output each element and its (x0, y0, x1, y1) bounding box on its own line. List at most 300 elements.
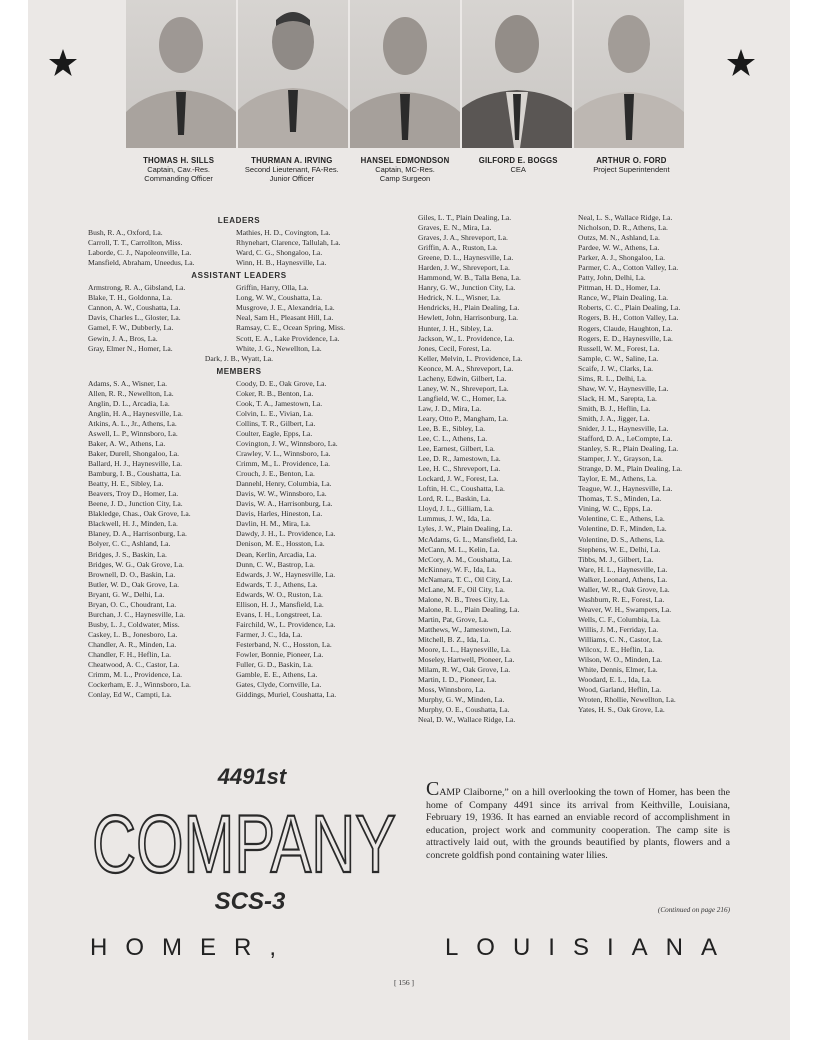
roster-entry: Hedrick, N. L., Wisner, La. (418, 293, 501, 303)
roster-entry: Shaw, W. V., Haynesville, La. (578, 383, 669, 393)
assistant-leaders-heading: ASSISTANT LEADERS (191, 271, 287, 281)
roster-entry: Parker, A. J., Shongaloo, La. (578, 253, 666, 263)
roster-entry: Neal, L. S., Wallace Ridge, La. (578, 213, 673, 222)
list-item (88, 590, 390, 600)
list-item (88, 409, 390, 419)
roster-entry: Davis, W. W., Winnsboro, La. (236, 489, 327, 499)
roster-entry: Graves, J. A., Shreveport, La. (418, 233, 508, 243)
roster-entry: Chandler, A. R., Minden, La. (88, 639, 177, 649)
list-item (88, 303, 390, 313)
roster-entry: Milam, R. W., Oak Grove, La. (418, 665, 511, 675)
roster-entry: Nicholson, D. R., Athens, La. (578, 223, 668, 233)
list-item (418, 374, 738, 384)
staff-portraits (126, 0, 684, 148)
roster-entry: Blakledge, Chas., Oak Grove, La. (88, 509, 191, 519)
list-item (88, 670, 390, 680)
list-item (88, 469, 390, 479)
roster-entry: Gewin, J. A., Bros, La. (88, 333, 158, 343)
roster-entry: Edwards, J. W., Haynesville, La. (236, 569, 336, 579)
roster-entry: Crimm, M. L., Providence, La. (88, 670, 183, 680)
list-item (418, 404, 738, 414)
roster-entry: Blackwell, H. J., Minden, La. (88, 519, 178, 529)
list-item (88, 419, 390, 429)
roster-entry: Ellison, H. J., Mansfield, La. (236, 599, 324, 609)
roster-entry: Farmer, J. C., Ida, La. (236, 629, 303, 639)
list-item (418, 484, 738, 494)
list-item (418, 615, 738, 625)
roster-entry: Chandler, F. H., Heflin, La. (88, 649, 172, 659)
logo-word: COMPANY (92, 799, 396, 890)
roster-entry: Laney, W. N., Shreveport, La. (418, 383, 509, 393)
roster-entry: Davis, Harles, Hineston, La. (236, 509, 323, 519)
list-item (418, 645, 738, 655)
list-item (88, 379, 390, 389)
roster-entry: Keller, Melvin, L. Providence, La. (418, 353, 523, 363)
roster-entry: White, J. G., Newellton, La. (236, 343, 322, 353)
roster-entry: Fuller, G. D., Baskin, La. (236, 660, 313, 670)
roster-entry: Giddings, Muriel, Coushatta, La. (236, 690, 337, 700)
roster-entry: Martin, I. D., Pioneer, La. (418, 675, 497, 685)
list-item (88, 449, 390, 459)
roster-entry: Willis, J. M., Ferriday, La. (578, 624, 659, 634)
roster-entry: Coker, R. B., Benton, La. (236, 388, 314, 398)
roster-entry: Laborde, C. J., Napoleonville, La. (88, 248, 192, 258)
list-item (418, 273, 738, 283)
roster-entry: Atkins, A. L., Jr., Athens, La. (88, 418, 177, 428)
portrait-photo (238, 0, 348, 148)
list-item (418, 514, 738, 524)
roster-entry: Murphy, O. E., Coushatta, La. (418, 705, 510, 715)
roster-entry: Neal, Sam H., Pleasant Hill, La. (236, 313, 334, 323)
list-item (418, 535, 738, 545)
roster-entry: Moseley, Hartwell, Pioneer, La. (418, 655, 515, 665)
members-list-right (418, 213, 738, 725)
roster-entry: Davis, Charles L., Gloster, La. (88, 313, 181, 323)
roster-entry: Lockard, J. W., Forest, La. (418, 474, 499, 484)
roster-entry: Keonce, M. A., Shreveport, La. (418, 363, 514, 373)
roster-entry: Anglin, D. L., Arcadia, La. (88, 398, 170, 408)
roster-entry: McCory, A. M., Coushatta, La. (418, 554, 512, 564)
roster-entry: Wroten, Rhollie, Newellton, La. (578, 695, 676, 705)
roster-entry: Musgrove, J. E., Alexandria, La. (236, 303, 335, 313)
list-item (88, 248, 390, 258)
roster-entry: Edwards, T. J., Athens, La. (236, 579, 318, 589)
list-item (88, 238, 390, 248)
list-item (418, 655, 738, 665)
list-item (88, 600, 390, 610)
roster-entry: Festerband, N. C., Hosston, La. (236, 639, 332, 649)
portrait-photo (462, 0, 572, 148)
list-item (418, 595, 738, 605)
list-item (418, 705, 738, 715)
roster-entry: Thomas, T. S., Minden, La. (578, 494, 662, 504)
roster-entry: Conlay, Ed W., Campti, La. (88, 690, 172, 700)
roster-entry: Crouch, J. E., Benton, La. (236, 469, 315, 479)
roster-entry: Roberts, C. C., Plain Dealing, La. (578, 303, 681, 313)
roster-right-column (418, 213, 738, 725)
roster-entry: Gates, Clyde, Cornville, La. (236, 680, 322, 690)
roster-entry: Leary, Otto P., Mangham, La. (418, 413, 508, 423)
logo-sub: SCS-3 (214, 888, 286, 915)
roster-entry: Gamel, F. W., Dubberly, La. (88, 323, 174, 333)
roster-entry: Russell, W. M., Forest, La. (578, 343, 660, 353)
list-item (418, 565, 738, 575)
list-item (88, 323, 390, 333)
roster-entry: Cannon, A. W., Coushatta, La. (88, 303, 181, 313)
roster-entry: Stafford, D. A., LeCompte, La. (578, 434, 673, 444)
roster-entry: Lee, Earnest, Gilbert, La. (418, 444, 495, 454)
list-item (88, 690, 390, 700)
portrait-photo (126, 0, 236, 148)
roster-entry: Bamburg, I. B., Coushatta, La. (88, 469, 182, 479)
roster-entry: Blake, T. H., Goldonna, La. (88, 293, 173, 303)
staff-caption: THOMAS H. SILLS Captain, Cav.-Res. Commanding Officer (143, 156, 215, 183)
roster-entry: Martin, Pat, Grove, La. (418, 614, 489, 624)
list-item (418, 474, 738, 484)
continued-note: (Continued on page 216) (657, 906, 730, 914)
roster-entry: Cook, T. A., Jamestown, La. (236, 398, 323, 408)
list-item (88, 560, 390, 570)
list-item (88, 283, 390, 293)
roster-entry: Mansfield, Abraham, Uneedus, La. (88, 258, 195, 268)
roster-entry: Mathies, H. D., Covington, La. (236, 228, 331, 238)
roster-entry: Allen, R. R., Newellton, La. (88, 388, 174, 398)
roster-entry: Beavers, Troy D., Homer, La. (88, 489, 179, 499)
roster-entry: Lyles, J. W., Plain Dealing, La. (418, 524, 513, 534)
roster-entry: Griffin, Harry, Olla, La. (236, 283, 309, 293)
story-smallcaps: AMP (439, 787, 461, 798)
roster-entry: Lacheny, Edwin, Gilbert, La. (418, 373, 507, 383)
roster-entry: Busby, L. J., Coldwater, Miss. (88, 619, 180, 629)
roster-entry: McNamara, T. C., Oil City, La. (418, 574, 513, 584)
roster-entry: Volentine, C. E., Athens, La. (578, 514, 665, 524)
list-item (88, 550, 390, 560)
roster-entry: Malone, N. B., Trees City, La. (418, 594, 510, 604)
roster-entry: Coulter, Eagle, Epps, La. (236, 428, 313, 438)
list-item (88, 389, 390, 399)
roster-left-column (88, 213, 390, 700)
roster-entry: McKinney, W. F., Ida, La. (418, 564, 497, 574)
staff-caption: THURMAN A. IRVING Second Lieutenant, FA-Res. Junior Officer (244, 156, 339, 183)
roster-entry: Fairchild, W., L. Providence, La. (236, 619, 336, 629)
roster-entry: Bridges, J. S., Baskin, La. (88, 549, 167, 559)
list-item (88, 509, 390, 519)
staff-caption: GILFORD E. BOGGS CEA (478, 156, 558, 174)
list-item (418, 213, 738, 223)
roster-entry: Lord, R. L., Baskin, La. (418, 494, 491, 504)
roster-entry: Murphy, G. W., Minden, La. (418, 695, 505, 705)
roster-entry: Rhynehart, Clarence, Tallulah, La. (236, 238, 341, 248)
roster-entry: Teague, W. J., Haynesville, La. (578, 484, 673, 494)
story-dropcap: C (426, 778, 440, 800)
list-item (88, 650, 390, 660)
staff-captions (122, 156, 688, 183)
list-item (88, 439, 390, 449)
roster-entry: Long, W. W., Coushatta, La. (236, 293, 323, 303)
roster-entry: Scott, E. A., Lake Providence, La. (236, 333, 340, 343)
roster-entry: Smith, J. A., Jigger, La. (578, 413, 650, 423)
list-item (418, 243, 738, 253)
leaders-list (88, 228, 390, 268)
roster-entry: Gamble, E. E., Athens, La. (236, 670, 318, 680)
list-item (88, 660, 390, 670)
list-item (88, 313, 390, 323)
roster-entry: Greene, D. L., Haynesville, La. (418, 253, 514, 263)
roster-entry: Anglin, H. A., Haynesville, La. (88, 408, 183, 418)
portrait-photo (350, 0, 460, 148)
list-item (418, 344, 738, 354)
roster-entry: Crawley, V. L., Winnsboro, La. (236, 449, 331, 459)
roster-entry: Harden, J. W., Shreveport, La. (418, 263, 510, 273)
roster-entry: Rogers, Claude, Haughton, La. (578, 323, 673, 333)
portrait-photo (574, 0, 684, 148)
list-item (88, 570, 390, 580)
roster-entry: Armstrong, R. A., Gibsland, La. (88, 283, 186, 293)
roster-entry: Lloyd, J. L., Gilliam, La. (418, 504, 494, 514)
roster-entry: Weaver, W. H., Swampers, La. (578, 604, 672, 614)
roster-entry: Ware, H. L., Haynesville, La. (578, 564, 668, 574)
roster-entry: Langfield, W. C., Homer, La. (418, 393, 507, 403)
roster-entry: Vining, W. C., Epps, La. (578, 504, 653, 514)
company-logo (84, 762, 404, 922)
list-item (88, 499, 390, 509)
roster-entry: Moore, L. L., Haynesville, La. (418, 645, 511, 655)
roster-entry: Hammond, W. B., Talla Bena, La. (418, 273, 521, 283)
list-item (418, 293, 738, 303)
roster-entry: Griffin, A. A., Ruston, La. (418, 243, 498, 253)
leaders-heading: LEADERS (217, 216, 261, 225)
star-icon-left (48, 48, 78, 78)
roster-entry: Jones, Cecil, Forest, La. (418, 343, 492, 353)
list-item (418, 384, 738, 394)
roster-entry: Tibbs, M. J., Gilbert, La. (578, 554, 654, 564)
roster-entry: Beatty, H. E., Sibley, La. (88, 479, 164, 489)
staff-caption: HANSEL EDMONDSON Captain, MC-Res. Camp Surgeon (360, 156, 450, 183)
list-item (418, 695, 738, 705)
roster-entry: Lee, H. C., Shreveport, La. (418, 464, 501, 474)
roster-entry: Edwards, W. O., Ruston, La. (236, 589, 323, 599)
roster-entry: Smith, B. J., Heflin, La. (578, 403, 651, 413)
roster-entry: Walker, Leonard, Athens, La. (578, 574, 668, 584)
roster-entry: Slack, H. M., Sarepta, La. (578, 393, 657, 403)
roster-entry: Denison, M. E., Hosston, La. (236, 539, 325, 549)
roster-entry: Ramsay, C. E., Ocean Spring, Miss. (236, 323, 345, 333)
list-item (418, 665, 738, 675)
roster-entry: Ward, C. G., Shongaloo, La. (236, 248, 323, 258)
list-item (418, 334, 738, 344)
roster-entry: Baker, A. W., Athens, La. (88, 438, 166, 448)
list-item (418, 555, 738, 565)
roster-entry: Collins, T. R., Gilbert, La. (236, 418, 316, 428)
roster-entry: Matthews, W., Jamestown, La. (418, 624, 512, 634)
list-item (88, 258, 390, 268)
roster-entry: Carroll, T. T., Carrollton, Miss. (88, 238, 183, 248)
roster-entry (578, 715, 738, 725)
list-item (88, 580, 390, 590)
roster-entry: Hunter, J. H., Sibley, La. (418, 323, 494, 333)
roster-entry: Wilcox, J. E., Heflin, La. (578, 645, 655, 655)
roster-entry: Sample, C. W., Saline, La. (578, 353, 659, 363)
list-item (418, 354, 738, 364)
roster-entry: Stanley, S. R., Plain Dealing, La. (578, 444, 679, 454)
roster-entry: McLane, M. F., Oil City, La. (418, 584, 505, 594)
list-item (88, 610, 390, 620)
roster-entry: Bush, R. A., Oxford, La. (88, 228, 163, 238)
roster-entry: Jackson, W., L. Providence, La. (418, 333, 515, 343)
roster-entry: Moss, Winnsboro, La. (418, 685, 486, 695)
roster-entry: Colvin, L. E., Vivian, La. (236, 408, 314, 418)
roster-entry: Crimm, M., L. Providence, La. (236, 459, 331, 469)
roster-entry: Bryan, O. C., Choudrant, La. (88, 599, 177, 609)
list-item (88, 228, 390, 238)
list-item (88, 399, 390, 409)
roster-entry: Stamper, J. Y., Grayson, La. (578, 454, 663, 464)
roster-entry: Stephens, W. E., Delhi, La. (578, 544, 661, 554)
roster-entry: Volentine, D. S., Athens, La. (578, 534, 665, 544)
roster-entry: Winn, H. B., Haynesville, La. (236, 258, 327, 268)
location-heading (90, 934, 735, 962)
roster-entry: Wilson, W. O., Minden, La. (578, 655, 663, 665)
list-item (88, 529, 390, 539)
list-item (418, 715, 738, 725)
list-item (418, 414, 738, 424)
logo-number: 4491st (217, 764, 287, 789)
list-item (418, 575, 738, 585)
list-item (418, 685, 738, 695)
list-item (88, 640, 390, 650)
roster-entry: Woodard, E. L., Ida, La. (578, 675, 652, 685)
roster-entry: Neal, D. W., Wallace Ridge, La. (418, 715, 516, 725)
list-item (88, 344, 390, 354)
roster-entry: Gray, Elmer N., Homer, La. (88, 343, 173, 353)
staff-caption: ARTHUR O. FORD Project Superintendent (593, 156, 670, 174)
list-item (418, 545, 738, 555)
location-state: LOUISIANA (444, 934, 735, 961)
roster-entry: Bridges, W. G., Oak Grove, La. (88, 559, 184, 569)
roster-entry: Coody, D. E., Oak Grove, La. (236, 378, 327, 388)
roster-entry: Bryant, G. W., Delhi, La. (88, 589, 165, 599)
list-item (418, 364, 738, 374)
roster-entry: Rance, W., Plain Dealing, La. (578, 293, 669, 303)
list-item (418, 424, 738, 434)
list-item (88, 429, 390, 439)
roster-entry: Davis, W. A., Harrisonburg, La. (236, 499, 333, 509)
roster-entry: Williams, C. N., Castor, La. (578, 634, 663, 644)
roster-entry: Hewlett, John, Harrisonburg, La. (418, 313, 519, 323)
roster-entry: Parmer, C. A., Cotton Valley, La. (578, 263, 679, 273)
list-item (418, 605, 738, 615)
roster-entry: Lummus, J. W., Ida, La. (418, 514, 491, 524)
roster-entry: Cockerham, E. J., Winnsboro, La. (88, 680, 191, 690)
roster-entry: Butler, W. D., Oak Grove, La. (88, 579, 180, 589)
roster-entry: Blaney, D. A., Harrisonburg, La. (88, 529, 187, 539)
list-item: Dark, J. B., Wyatt, La. (204, 353, 274, 363)
roster-entry: Mitchell, B. Z., Ida, La. (418, 634, 491, 644)
roster-entry: McAdams, G. L., Mansfield, La. (418, 534, 518, 544)
story-text: Claiborne,” on a hill overlooking the town of Homer, has been the home of Company 4491 since its arrival from Keithville, Louisiana, February 19, 1936. It has earned an enviable record of accomplishment in education, project work and community cooperation. The camp site is attractively laid out, with the grounds beautified by plants, flowers and a concrete goldfish pond containing water lilies. (426, 787, 730, 861)
roster-entry: Yates, H. S., Oak Grove, La. (578, 705, 665, 715)
roster-entry: Baker, Durell, Shongaloo, La. (88, 449, 180, 459)
roster-entry: Cheatwood, A. C., Castor, La. (88, 660, 180, 670)
list-item (418, 233, 738, 243)
list-item (88, 293, 390, 303)
page-number: [ 156 ] (394, 978, 414, 987)
list-item (418, 504, 738, 514)
roster-entry: Sims, R. L., Delhi, La. (578, 373, 647, 383)
list-item (418, 454, 738, 464)
roster-entry: Malone, R. L., Plain Dealing, La. (418, 604, 520, 614)
list-item (88, 630, 390, 640)
roster-entry: Evans, I. H., Longstreet, La. (236, 609, 323, 619)
members-heading: MEMBERS (216, 366, 262, 376)
roster-entry: Snider, J. L., Haynesville, La. (578, 423, 669, 433)
roster-entry: Lee, D. R., Jamestown, La. (418, 454, 501, 464)
list-item (418, 303, 738, 313)
list-item (88, 519, 390, 529)
roster-entry: Dean, Kerlin, Arcadia, La. (236, 549, 317, 559)
roster-entry: Strange, D. M., Plain Dealing, La. (578, 464, 682, 474)
roster-entry: Brownell, D. O., Baskin, La. (88, 569, 176, 579)
roster-entry: Covington, J. W., Winnsboro, La. (236, 438, 338, 448)
list-item (88, 489, 390, 499)
roster-entry: Dannehl, Henry, Columbia, La. (236, 479, 332, 489)
roster-entry: Adams, S. A., Wisner, La. (88, 378, 167, 388)
star-icon-right (726, 48, 756, 78)
roster-entry: Outzs, M. N., Ashland, La. (578, 233, 660, 243)
list-item (418, 394, 738, 404)
roster-entry: Taylor, E. M., Athens, La. (578, 474, 657, 484)
list-item (88, 680, 390, 690)
list-item (418, 675, 738, 685)
roster-entry: Bolyer, C. C., Ashland, La. (88, 539, 171, 549)
roster-entry: Aswell, L. P., Winnsboro, La. (88, 428, 178, 438)
roster-entry: Washburn, R. E., Forest, La. (578, 594, 665, 604)
roster-entry: Waller, W. R., Oak Grove, La. (578, 584, 670, 594)
roster-entry: Law, J. D., Mira, La. (418, 403, 482, 413)
roster-entry: McCann, M. L., Kelin, La. (418, 544, 500, 554)
list-item (88, 539, 390, 549)
list-item (418, 625, 738, 635)
roster-entry: Pardee, W. W., Athens, La. (578, 243, 660, 253)
list-item (418, 494, 738, 504)
list-item (418, 253, 738, 263)
list-item (418, 313, 738, 323)
roster-entry: Rogers, B. H., Cotton Valley, La. (578, 313, 679, 323)
list-item (418, 444, 738, 454)
roster-entry: Lee, C. L., Athens, La. (418, 434, 488, 444)
roster-entry: Lee, B. E., Sibley, La. (418, 423, 485, 433)
location-town: HOMER, (90, 934, 294, 961)
roster-entry: Pittman, H. D., Homer, La. (578, 283, 661, 293)
roster-entry: Beene, J. D., Junction City, La. (88, 499, 183, 509)
list-item (418, 283, 738, 293)
list-item (418, 635, 738, 645)
roster-entry: Scaife, J. W., Clarks, La. (578, 363, 654, 373)
roster-entry: Dawdy, J. H., L. Providence, La. (236, 529, 336, 539)
list-item (88, 459, 390, 469)
roster-entry: Wells, C. F., Columbia, La. (578, 614, 661, 624)
roster-entry: Dunn, C. W., Bastrop, La. (236, 559, 315, 569)
roster-entry: Rogers, E. D., Haynesville, La. (578, 333, 673, 343)
list-item (88, 620, 390, 630)
list-item (88, 334, 390, 344)
assistant-leaders-list (88, 283, 390, 353)
list-item (418, 434, 738, 444)
roster-entry: Wood, Garland, Heflin, La. (578, 685, 662, 695)
roster-entry: Giles, L. T., Plain Dealing, La. (418, 213, 512, 222)
roster-entry: Loftin, H. C., Coushatta, La. (418, 484, 505, 494)
roster-entry: Hanry, G. W., Junction City, La. (418, 283, 516, 293)
